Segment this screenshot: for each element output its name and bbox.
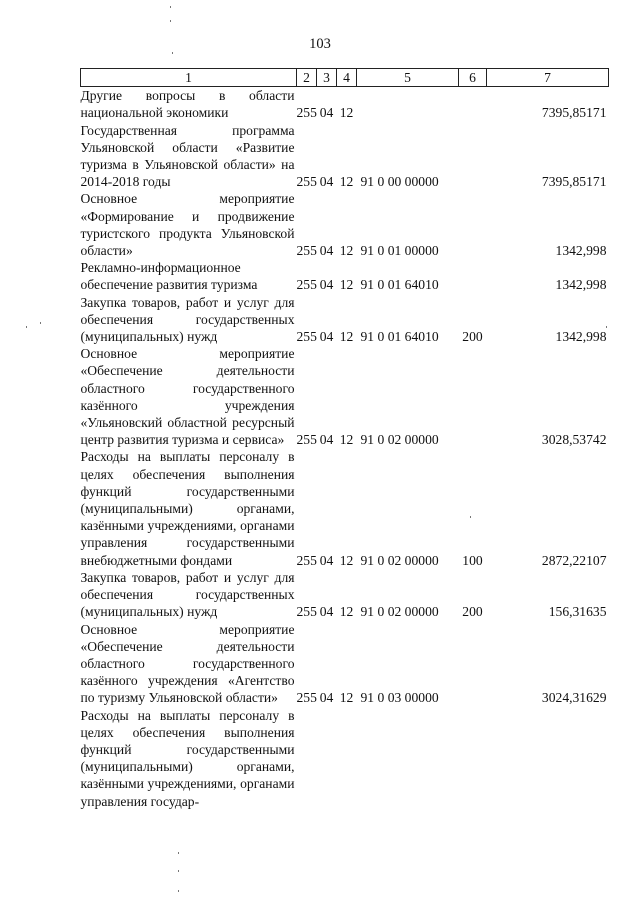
row-subsection-code: 12 xyxy=(339,174,354,190)
row-target-code xyxy=(357,707,459,810)
row-target-code: 91 0 02 00000 xyxy=(360,552,439,568)
table-row xyxy=(81,707,609,810)
row-target-code: 91 0 03 00000 xyxy=(360,690,439,706)
row-expense-code xyxy=(459,87,487,122)
row-expense-code xyxy=(459,707,487,810)
row-target-code: 91 0 02 00000 xyxy=(360,432,439,448)
scan-speck xyxy=(178,890,179,892)
row-amount: 7395,85171 xyxy=(541,105,607,121)
scan-speck xyxy=(170,6,171,8)
row-amount: 1342,998 xyxy=(555,243,607,259)
row-subsection-code: 12 xyxy=(339,552,354,568)
table-row xyxy=(81,621,609,707)
row-amount: 2872,22107 xyxy=(541,552,607,568)
row-amount: 3024,31629 xyxy=(541,690,607,706)
row-name: Другие вопросы в области национальной экономики xyxy=(80,88,295,121)
column-header-3: 3 xyxy=(317,69,337,87)
row-admin-code: 255 xyxy=(296,552,317,568)
row-amount: 3028,53742 xyxy=(541,432,607,448)
row-admin-code: 255 xyxy=(296,329,317,345)
scan-speck xyxy=(178,870,179,872)
row-name: Закупка товаров, работ и услуг для обеспечения государственных (муниципальных) нужд xyxy=(80,294,295,345)
scan-speck xyxy=(178,852,179,854)
row-subsection-code: 12 xyxy=(339,329,354,345)
row-expense-code xyxy=(459,345,487,448)
row-section-code: 04 xyxy=(319,552,334,568)
row-target-code: 91 0 01 64010 xyxy=(360,329,439,345)
row-expense-code: 100 xyxy=(462,552,483,568)
budget-table xyxy=(80,68,609,810)
row-target-code: 91 0 02 00000 xyxy=(360,604,439,620)
row-target-code xyxy=(357,87,459,122)
row-target-code: 91 0 01 00000 xyxy=(360,243,439,259)
row-target-code: 91 0 01 64010 xyxy=(360,277,439,293)
row-admin-code: 255 xyxy=(296,432,317,448)
row-subsection-code: 12 xyxy=(339,105,354,121)
row-expense-code xyxy=(459,621,487,707)
row-subsection-code: 12 xyxy=(339,690,354,706)
row-admin-code xyxy=(297,707,317,810)
scan-speck xyxy=(470,516,471,518)
row-expense-code xyxy=(459,190,487,259)
column-header-6: 6 xyxy=(459,69,487,87)
row-name: Закупка товаров, работ и услуг для обеспечения государственных (муниципальных) нужд xyxy=(80,569,295,620)
row-admin-code: 255 xyxy=(296,277,317,293)
row-amount: 7395,85171 xyxy=(541,174,607,190)
row-amount: 156,31635 xyxy=(548,604,607,620)
row-section-code: 04 xyxy=(319,690,334,706)
row-section-code: 04 xyxy=(319,329,334,345)
row-name: Государственная программа Ульяновской области «Развитие туризма в Ульяновской области» на 2014-2018 годы xyxy=(80,122,295,190)
row-subsection-code: 12 xyxy=(339,604,354,620)
row-section-code: 04 xyxy=(319,243,334,259)
row-name: Основное мероприятие «Обеспечение деятельности областного государственного казённого учреждения «Ульяновский областной ресурсный центр развития туризма и сервиса» xyxy=(80,346,295,448)
table-row xyxy=(81,259,609,293)
row-name: Расходы на выплаты персоналу в целях обеспечения выполнения функций государственными (муниципальными) органами, казёнными учреждениями, органами управления государственными внебюджетными фондами xyxy=(80,449,295,568)
row-amount: 1342,998 xyxy=(555,329,607,345)
row-subsection-code xyxy=(337,707,357,810)
row-admin-code: 255 xyxy=(296,604,317,620)
table-row xyxy=(81,294,609,346)
row-section-code: 04 xyxy=(319,277,334,293)
column-header-2: 2 xyxy=(297,69,317,87)
scan-speck xyxy=(170,20,171,22)
row-name: Основное мероприятие «Обеспечение деятельности областного государственного казённого учреждения «Агентство по туризму Ульяновской области» xyxy=(80,621,295,706)
table-row xyxy=(81,122,609,191)
row-expense-code xyxy=(459,122,487,191)
column-header-7: 7 xyxy=(487,69,609,87)
row-expense-code xyxy=(459,259,487,293)
row-subsection-code: 12 xyxy=(339,432,354,448)
table-row xyxy=(81,448,609,568)
table-row xyxy=(81,87,609,122)
scan-speck xyxy=(26,326,27,328)
table-body xyxy=(81,87,609,810)
table-row xyxy=(81,345,609,448)
table-row xyxy=(81,190,609,259)
row-section-code xyxy=(317,707,337,810)
row-expense-code: 200 xyxy=(462,604,483,620)
table-row xyxy=(81,569,609,621)
column-header-1: 1 xyxy=(81,69,297,87)
row-name: Расходы на выплаты персоналу в целях обеспечения выполнения функций государственными (муниципальными) органами, казёнными учреждениями, органами управления государ- xyxy=(80,707,295,809)
row-subsection-code: 12 xyxy=(339,277,354,293)
row-section-code: 04 xyxy=(319,432,334,448)
row-amount xyxy=(487,707,609,810)
row-amount: 1342,998 xyxy=(555,277,607,293)
scan-speck xyxy=(606,326,607,328)
page-number: 103 xyxy=(309,36,331,52)
row-admin-code: 255 xyxy=(296,690,317,706)
row-target-code: 91 0 00 00000 xyxy=(360,174,439,190)
row-expense-code: 200 xyxy=(462,329,483,345)
row-section-code: 04 xyxy=(319,604,334,620)
row-name: Основное мероприятие «Формирование и продвижение туристского продукта Ульяновской области» xyxy=(80,191,295,259)
row-subsection-code: 12 xyxy=(339,243,354,259)
scan-speck xyxy=(40,322,41,324)
column-header-4: 4 xyxy=(337,69,357,87)
scan-speck xyxy=(172,52,173,54)
row-admin-code: 255 xyxy=(296,105,317,121)
row-section-code: 04 xyxy=(319,105,334,121)
row-name: Рекламно-информационное обеспечение развития туризма xyxy=(80,260,258,293)
row-admin-code: 255 xyxy=(296,174,317,190)
row-admin-code: 255 xyxy=(296,243,317,259)
row-section-code: 04 xyxy=(319,174,334,190)
column-number-row xyxy=(81,69,609,87)
column-header-5: 5 xyxy=(357,69,459,87)
